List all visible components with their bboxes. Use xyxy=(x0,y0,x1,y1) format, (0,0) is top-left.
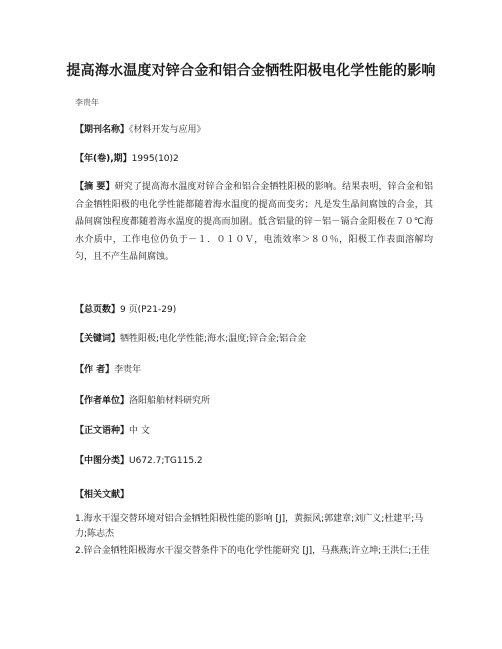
keywords-value: 牺牲阳极;电化学性能;海水;温度;锌合金;铝合金 xyxy=(120,334,307,344)
classification-field xyxy=(75,453,435,469)
classification-value: U672.7;TG115.2 xyxy=(129,456,203,466)
keywords-label: 【关键词】 xyxy=(75,334,121,344)
pages-value: 9 页(P21-29) xyxy=(120,305,177,315)
language-label: 【正文语种】 xyxy=(75,426,130,436)
affiliation-field xyxy=(75,393,435,409)
author-field xyxy=(75,362,435,378)
abstract-field xyxy=(75,179,433,267)
affiliation-label: 【作者单位】 xyxy=(75,396,130,406)
year-field xyxy=(75,151,435,167)
journal-field xyxy=(75,122,435,138)
pages-label: 【总页数】 xyxy=(75,305,121,315)
language-value: 中 文 xyxy=(129,426,150,436)
author-line: 李贵年 xyxy=(75,98,99,107)
keywords-field xyxy=(75,331,435,347)
author-field-value: 李贵年 xyxy=(114,365,142,375)
related-heading: 【相关文献】 xyxy=(75,490,130,500)
year-value: 1995(10)2 xyxy=(131,154,179,164)
affiliation-value: 洛阳船舶材料研究所 xyxy=(129,396,211,406)
classification-label: 【中图分类】 xyxy=(75,456,130,466)
related-list xyxy=(75,512,435,561)
abstract-text: 研究了提高海水温度对锌合金和铝合金牺牲阳极的影响。结果表明，锌合金和铝合金牺牲阳极的电化学性能都随着海水温度的提高而变劣；凡是发生晶间腐蚀的合金，其晶间腐蚀程度都随着海水温度的提高而加剧。低含铝量的锌－铝－镉合金阳极在７０℃海水介质中，工作电位仍负于－１．０１０Ｖ，电流效率＞８０％，阳极工作表面溶解均匀，且不产生晶间腐蚀。 xyxy=(75,182,433,262)
related-item-2[interactable]: 2.锌合金牺牲阳极海水干湿交替条件下的电化学性能研究 [J]，马燕燕;许立坤;王洪仁;王佳 xyxy=(75,546,430,556)
document-title: 提高海水温度对锌合金和铝合金牺牲阳极电化学性能的影响 xyxy=(66,63,436,79)
related-item-1[interactable]: 1.海水干湿交替环境对铝合金牺牲阳极性能的影响 [J]，黄振风;郭建章;刘广义;杜建平;马力;陈志杰 xyxy=(75,514,424,539)
language-field xyxy=(75,423,435,439)
journal-value: 《材料开发与应用》 xyxy=(129,125,206,135)
journal-label: 【期刊名称】 xyxy=(75,125,130,135)
author-field-label: 【作 者】 xyxy=(75,365,115,375)
pages-field xyxy=(75,302,435,318)
year-label: 【年(卷),期】 xyxy=(75,154,132,164)
abstract-label: 【摘 要】 xyxy=(75,182,115,192)
